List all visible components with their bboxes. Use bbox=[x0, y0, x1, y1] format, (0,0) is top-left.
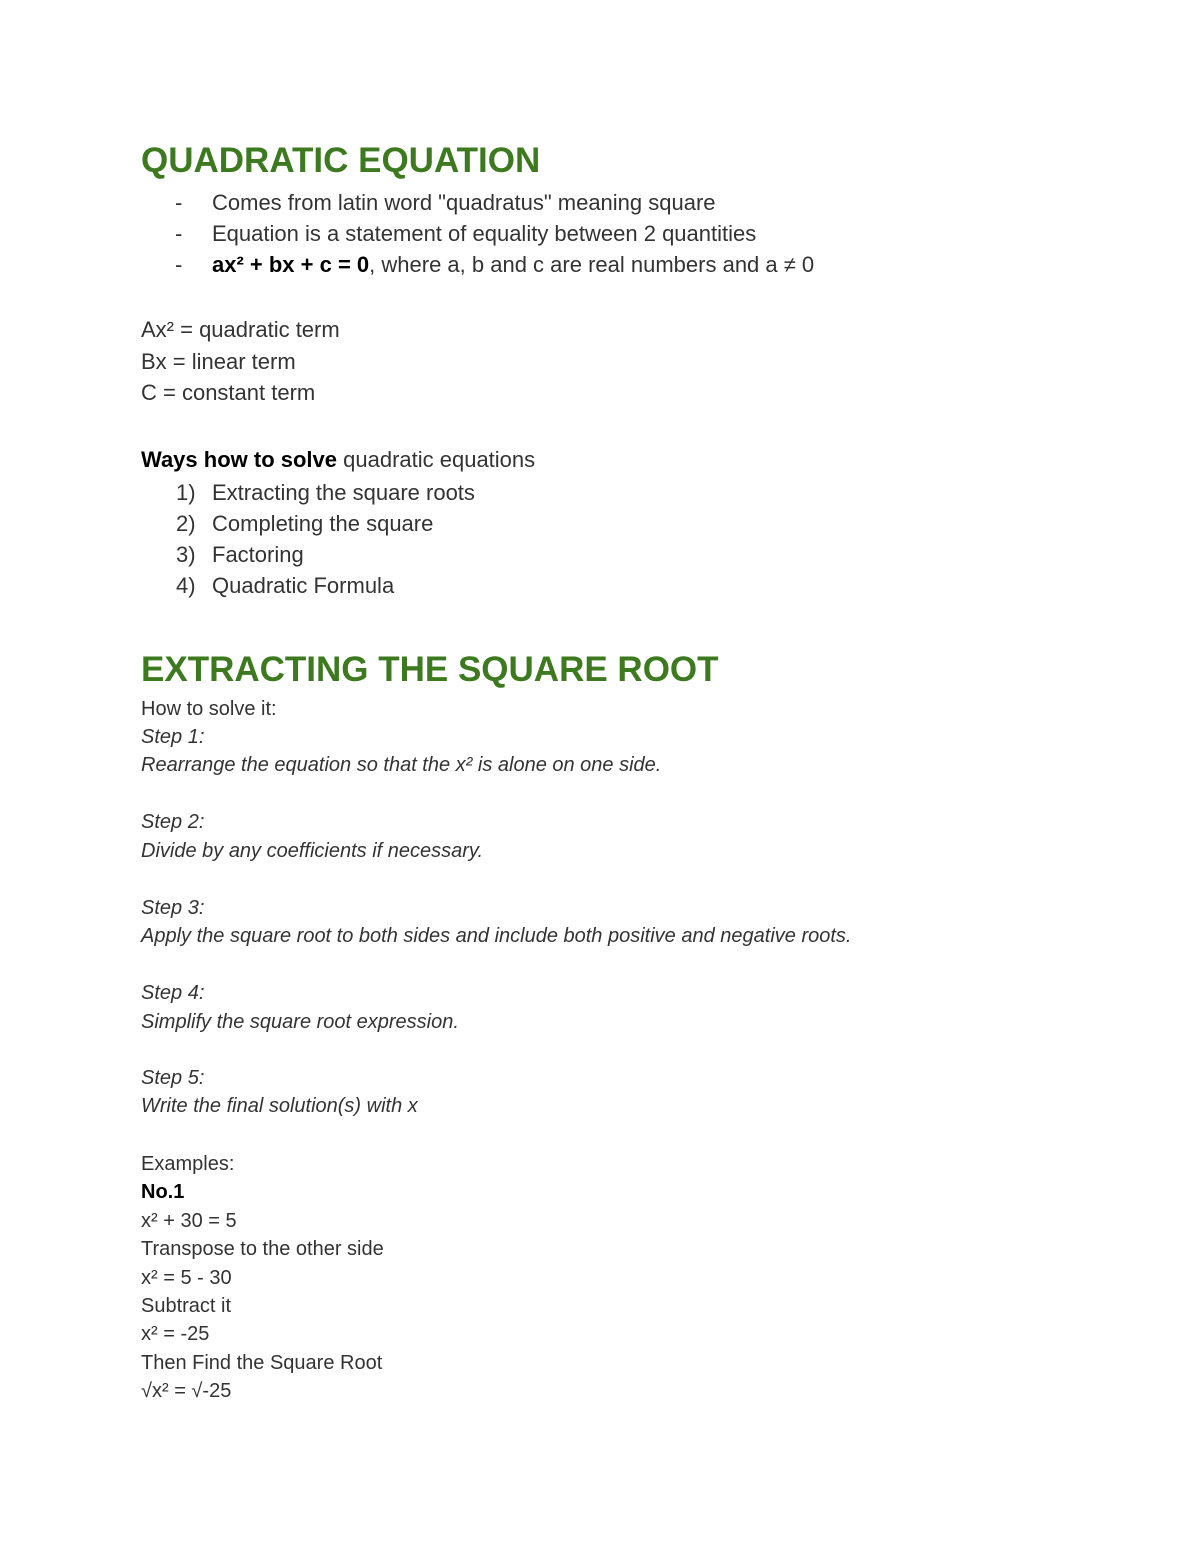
example-line: Then Find the Square Root bbox=[141, 1352, 383, 1374]
step-text: Write the final solution(s) with x bbox=[141, 1095, 418, 1117]
term-quadratic: Ax² = quadratic term bbox=[141, 317, 340, 342]
section-title-extracting-square-root: EXTRACTING THE SQUARE ROOT bbox=[141, 650, 719, 689]
formula-description: , where a, b and c are real numbers and a ≠ 0 bbox=[369, 252, 815, 277]
formula-bold: ax² + bx + c = 0 bbox=[212, 252, 370, 277]
how-to-solve-label: How to solve it: bbox=[141, 698, 277, 720]
bullet-item-formula bbox=[212, 252, 814, 278]
bullet-item: Comes from latin word "quadratus" meaning square bbox=[212, 190, 716, 215]
example-line: Subtract it bbox=[141, 1295, 232, 1317]
bullet-marker: - bbox=[175, 221, 183, 246]
bullet-marker: - bbox=[175, 190, 183, 215]
step-text: Rearrange the equation so that the x² is alone on one side. bbox=[141, 754, 662, 776]
term-linear: Bx = linear term bbox=[141, 349, 296, 374]
example-line: x² = 5 - 30 bbox=[141, 1267, 232, 1289]
step-label: Step 1: bbox=[141, 726, 205, 748]
bullet-marker: - bbox=[175, 252, 183, 277]
example-line: √x² = √-25 bbox=[141, 1380, 232, 1402]
step-label: Step 4: bbox=[141, 982, 205, 1004]
example-line: x² + 30 = 5 bbox=[141, 1210, 237, 1232]
method-item: Extracting the square roots bbox=[212, 480, 475, 505]
ways-heading bbox=[141, 447, 535, 473]
step-text: Simplify the square root expression. bbox=[141, 1011, 459, 1033]
example-number: No.1 bbox=[141, 1181, 185, 1203]
step-label: Step 2: bbox=[141, 811, 205, 833]
method-number: 1) bbox=[176, 480, 196, 505]
step-label: Step 5: bbox=[141, 1067, 205, 1089]
term-constant: C = constant term bbox=[141, 380, 316, 405]
section-title-quadratic-equation: QUADRATIC EQUATION bbox=[141, 141, 541, 180]
method-number: 3) bbox=[176, 542, 196, 567]
bullet-item: Equation is a statement of equality between 2 quantities bbox=[212, 221, 757, 246]
method-item: Completing the square bbox=[212, 511, 434, 536]
method-item: Factoring bbox=[212, 542, 304, 567]
ways-heading-bold: Ways how to solve bbox=[141, 447, 338, 472]
example-line: x² = -25 bbox=[141, 1323, 210, 1345]
examples-label: Examples: bbox=[141, 1153, 235, 1175]
method-number: 2) bbox=[176, 511, 196, 536]
example-line: Transpose to the other side bbox=[141, 1238, 384, 1260]
method-item: Quadratic Formula bbox=[212, 573, 395, 598]
method-number: 4) bbox=[176, 573, 196, 598]
step-text: Apply the square root to both sides and include both positive and negative roots. bbox=[141, 925, 852, 947]
step-label: Step 3: bbox=[141, 897, 205, 919]
ways-heading-rest: quadratic equations bbox=[337, 447, 536, 472]
step-text: Divide by any coefficients if necessary. bbox=[141, 840, 484, 862]
